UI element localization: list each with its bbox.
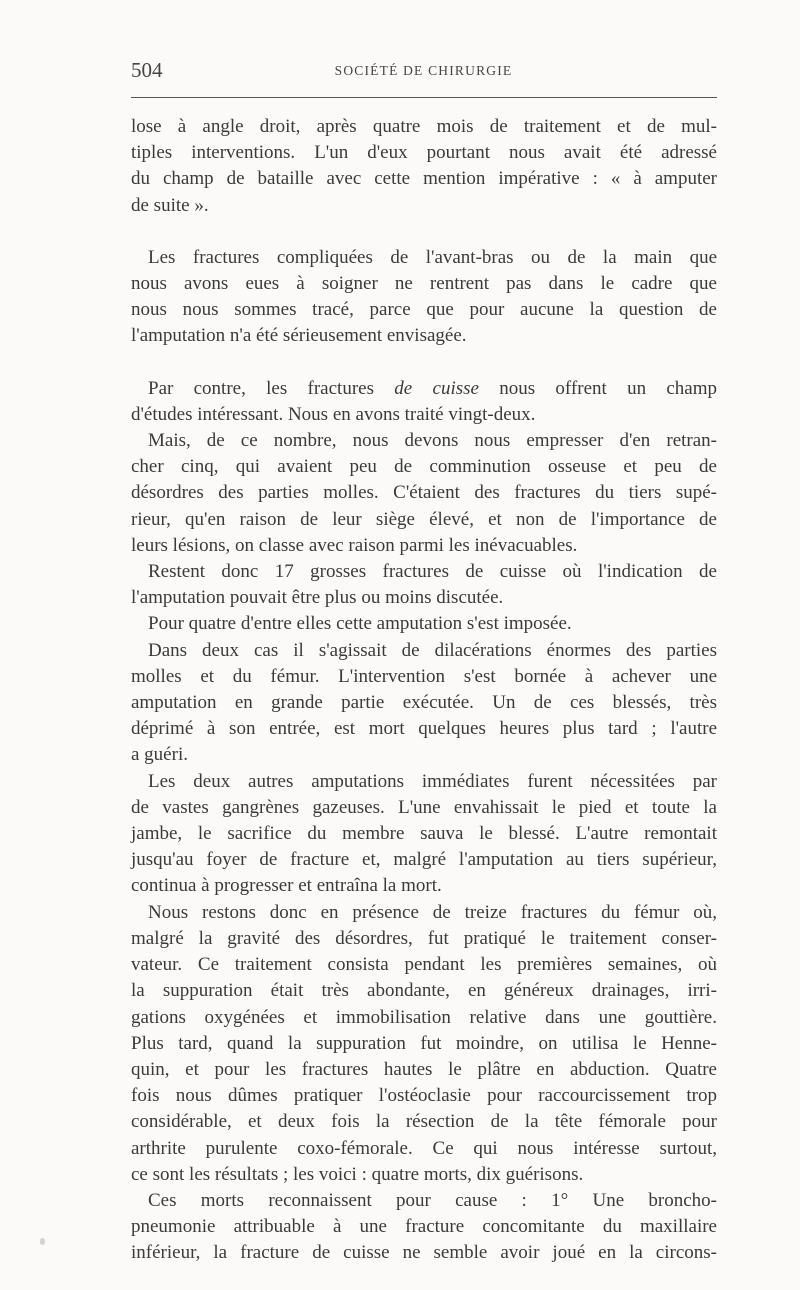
text-line: Par contre, les fractures de cuisse nous offrent un champ [148,377,718,399]
text-line: considérable, et deux fois la résection de la tête fémorale pour [131,1111,717,1133]
body-text [131,114,717,1267]
text-line: de suite ». [131,194,209,216]
text-line: de vastes gangrènes gazeuses. L'une envahissait le pied et toute la [131,796,717,818]
paragraph [131,559,717,611]
text-line: d'études intéressant. Nous en avons traité vingt-deux. [131,403,536,425]
text-line: Plus tard, quand la suppuration fut moindre, on utilisa le Henne- [131,1032,717,1054]
text-line: Les fractures compliquées de l'avant-bras ou de la main que [148,246,717,268]
text-line: Mais, de ce nombre, nous devons nous empresser d'en retran- [148,430,717,452]
running-title: SOCIÉTÉ DE CHIRURGIE [334,63,513,78]
text-line: Dans deux cas il s'agissait de dilacérations énormes des parties [148,639,717,661]
text-line: Les deux autres amputations immédiates furent nécessitées par [148,770,717,792]
text-line: malgré la gravité des désordres, fut pratiqué le traitement conser- [131,927,717,949]
text-line: continua à progresser et entraîna la mort. [131,875,442,897]
paragraph [131,638,717,769]
page-number: 504 [131,58,163,82]
paper-speck [40,1238,45,1245]
paragraph [131,114,717,219]
text-line: Restent donc 17 grosses fractures de cuisse où l'indication de [148,561,717,583]
paragraph [131,1188,717,1267]
text-line: arthrite purulente coxo-fémorale. Ce qui nous intéresse surtout, [131,1137,717,1159]
page-header [131,58,716,88]
paragraph [131,245,717,350]
text-line: leurs lésions, on classe avec raison parmi les inévacuables. [131,534,578,556]
text-line: du champ de bataille avec cette mention impérative : « à amputer [131,168,717,190]
text-line: jusqu'au foyer de fracture et, malgré l'amputation au tiers supérieur, [131,849,717,871]
header-rule [131,97,717,98]
text-line: ce sont les résultats ; les voici : quatre morts, dix guérisons. [131,1163,584,1185]
text-line: désordres des parties molles. C'étaient des fractures du tiers supé- [131,482,717,504]
text-line: la suppuration était très abondante, en généreux drainages, irri- [131,980,717,1002]
paragraph [131,376,717,428]
paragraph [131,900,717,1188]
paragraph [131,428,717,559]
text-line: a guéri. [131,744,188,766]
text-line: pneumonie attribuable à une fracture concomitante du maxillaire [131,1216,717,1238]
text-line: inférieur, la fracture de cuisse ne semble avoir joué en la circons- [131,1242,717,1264]
text-line: Pour quatre d'entre elles cette amputation s'est imposée. [148,613,572,635]
text-line: tiples interventions. L'un d'eux pourtant nous avait été adressé [131,142,717,164]
paragraph [131,769,717,900]
text-line: fois nous dûmes pratiquer l'ostéoclasie pour raccourcissement trop [131,1085,717,1107]
text-line: nous avons eues à soigner ne rentrent pas dans le cadre que [131,273,717,295]
text-line: Nous restons donc en présence de treize fractures du fémur où, [148,901,717,923]
text-line: vateur. Ce traitement consista pendant les premières semaines, où [131,954,717,976]
text-line: nous nous sommes tracé, parce que pour aucune la question de [131,299,717,321]
text-line: Ces morts reconnaissent pour cause : 1° Une broncho- [148,1189,717,1211]
text-line: déprimé à son entrée, est mort quelques heures plus tard ; l'autre [131,718,717,740]
paragraph [131,611,717,637]
text-line: molles et du fémur. L'intervention s'est bornée à achever une [131,665,717,687]
text-line: cher cinq, qui avaient peu de comminution osseuse et peu de [131,456,717,478]
text-line: amputation en grande partie exécutée. Un de ces blessés, très [131,692,717,714]
text-line: lose à angle droit, après quatre mois de traitement et de mul- [131,116,717,137]
text-line: l'amputation n'a été sérieusement envisagée. [131,325,467,347]
text-line: gations oxygénées et immobilisation relative dans une gouttière. [131,1006,717,1028]
text-line: l'amputation pouvait être plus ou moins discutée. [131,587,504,609]
text-line: quin, et pour les fractures hautes le plâtre en abduction. Quatre [131,1058,717,1080]
text-line: rieur, qu'en raison de leur siège élevé, et non de l'importance de [131,508,717,530]
text-line: jambe, le sacrifice du membre sauva le blessé. L'autre remontait [131,823,717,845]
italic-term: de cuisse [394,377,479,399]
